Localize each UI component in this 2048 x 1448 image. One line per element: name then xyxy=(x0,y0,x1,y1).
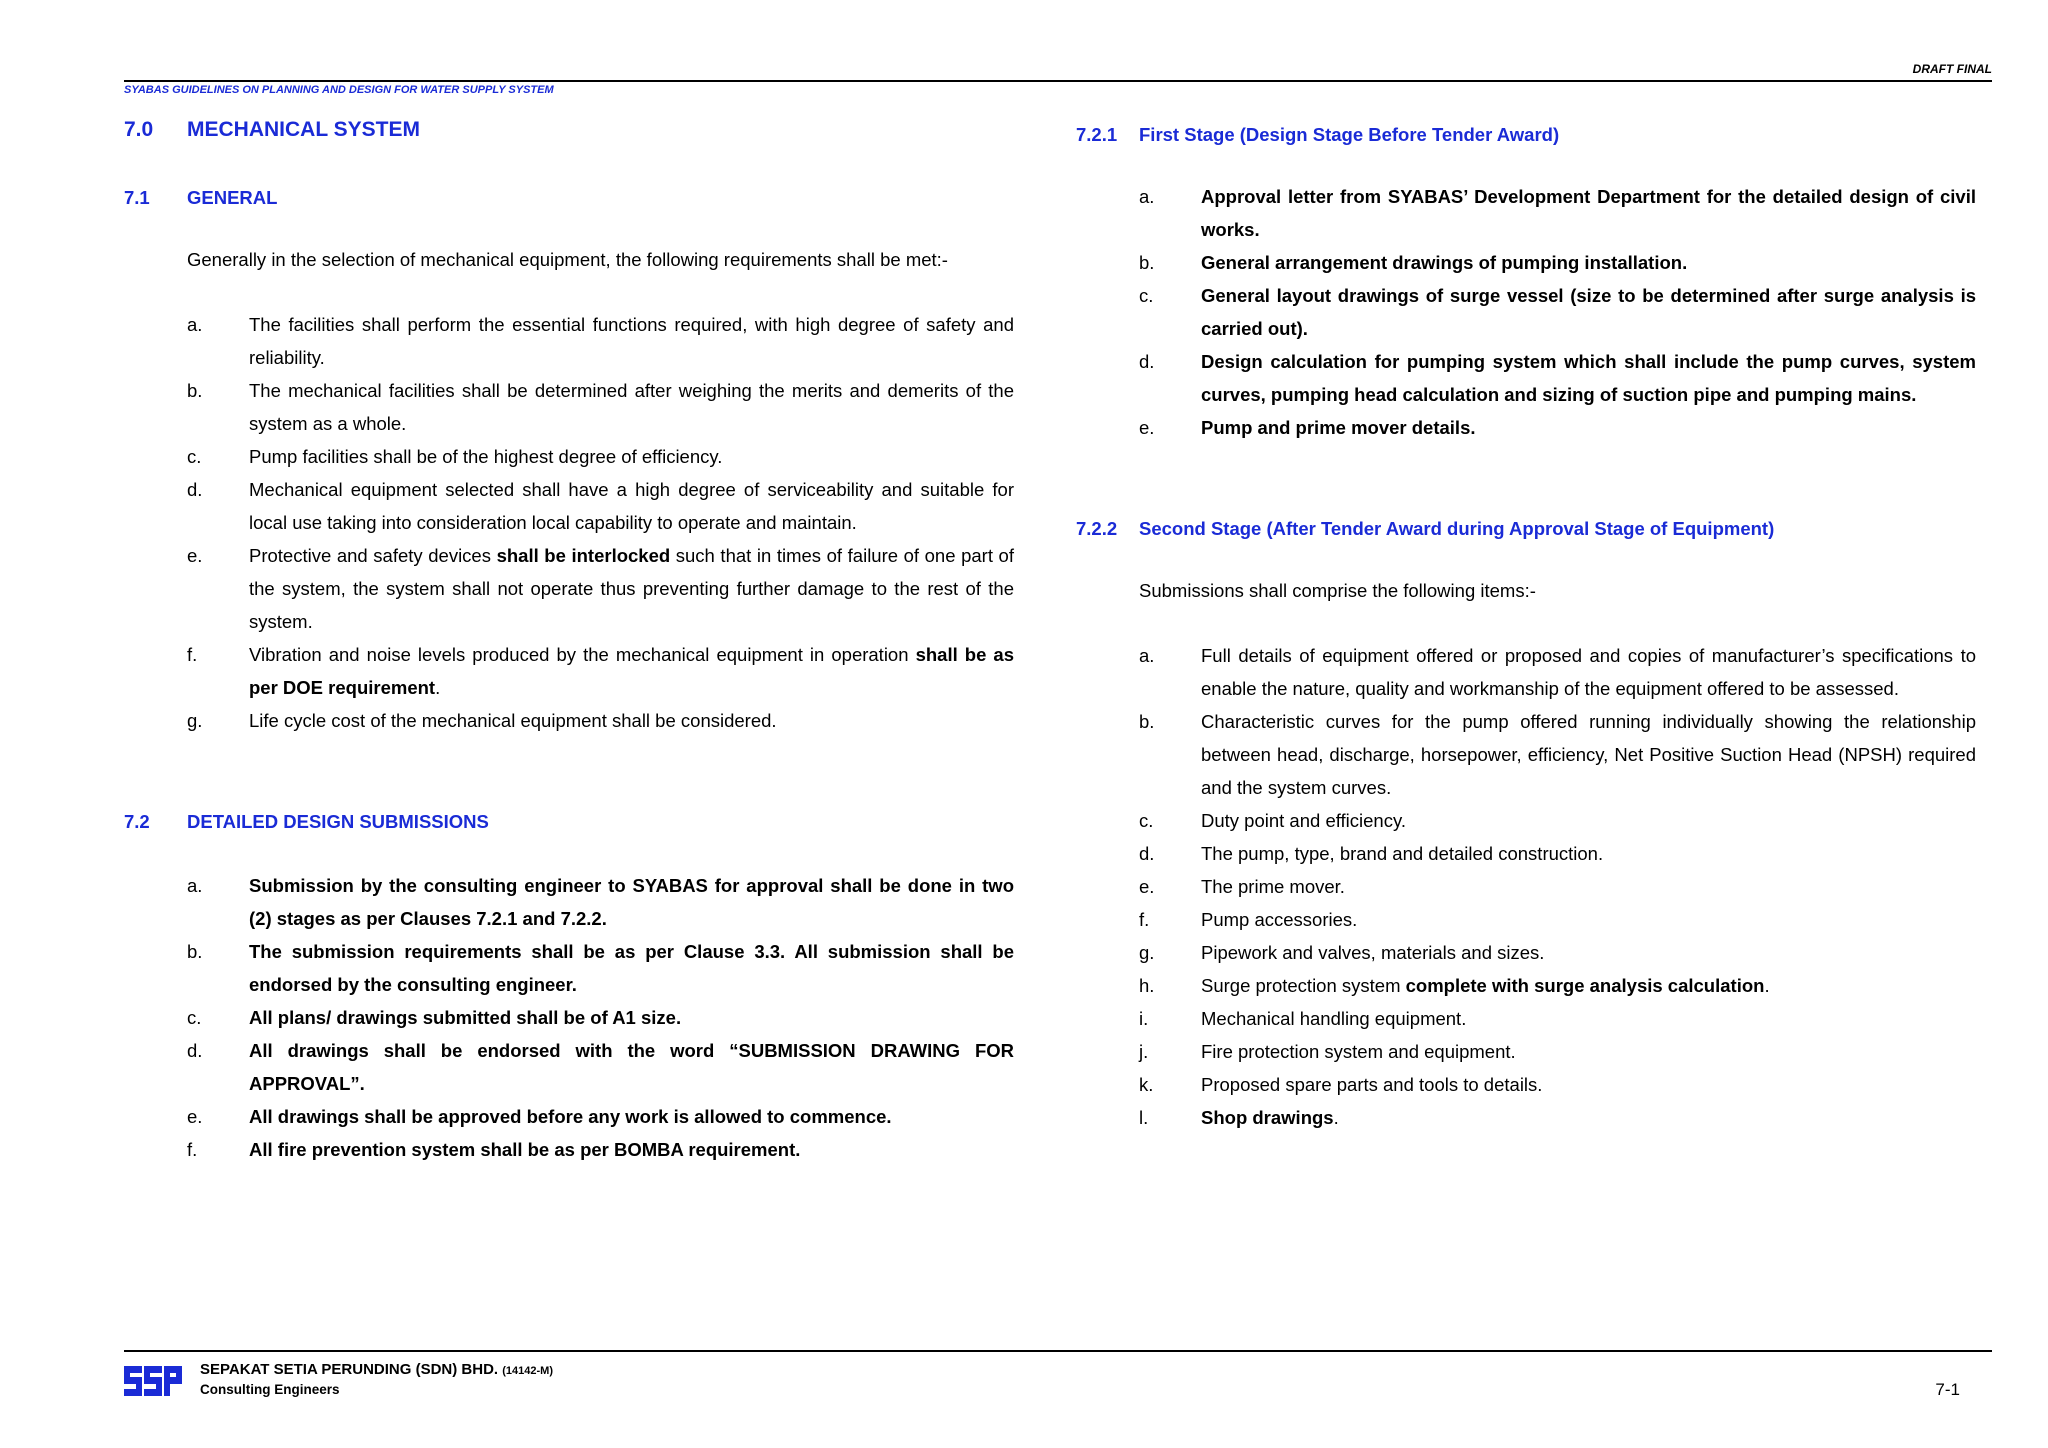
list-item: e. Protective and safety devices shall be interlocked such that in times of failure of one part of the system, the system shall not operate thus preventing further damage to the rest of the system. xyxy=(187,545,1014,632)
right-column xyxy=(1076,118,1976,1134)
first-stage-list xyxy=(1139,180,1976,444)
list-item: f. Pump accessories. xyxy=(1139,909,1358,930)
general-intro: Generally in the selection of mechanical equipment, the following requirements shall be met:- xyxy=(187,249,948,270)
second-stage-intro: Submissions shall comprise the following items:- xyxy=(1139,580,1536,601)
list-item: e. All drawings shall be approved before any work is allowed to commence. xyxy=(187,1106,892,1127)
ssp-logo-icon xyxy=(124,1364,182,1403)
list-item: d. Design calculation for pumping system which shall include the pump curves, system curves, pumping head calculation and sizing of suction pipe and pumping mains. xyxy=(1139,351,1976,405)
list-item: f. Vibration and noise levels produced by the mechanical equipment in operation shall be as per DOE requirement. xyxy=(187,644,1014,698)
list-item: c. Pump facilities shall be of the highest degree of efficiency. xyxy=(187,446,723,467)
list-item: e. The prime mover. xyxy=(1139,876,1345,897)
list-item: g. Pipework and valves, materials and sizes. xyxy=(1139,942,1545,963)
section-7-2-1-heading: 7.2.1 First Stage (Design Stage Before Tender Award) xyxy=(1076,124,1560,145)
footer-rule xyxy=(124,1350,1992,1352)
list-item: b. The submission requirements shall be as per Clause 3.3. All submission shall be endorsed by the consulting engineer. xyxy=(187,941,1014,995)
list-item: f. All fire prevention system shall be as per BOMBA requirement. xyxy=(187,1139,801,1160)
list-item: j. Fire protection system and equipment. xyxy=(1139,1041,1516,1062)
header-rule xyxy=(124,80,1992,82)
list-item: c. General layout drawings of surge vessel (size to be determined after surge analysis is carried out). xyxy=(1139,285,1976,339)
section-7-2-2-heading: 7.2.2 Second Stage (After Tender Award during Approval Stage of Equipment) xyxy=(1076,518,1775,539)
footer-company-subtitle: Consulting Engineers xyxy=(200,1382,340,1397)
list-item: b. General arrangement drawings of pumping installation. xyxy=(1139,252,1688,273)
list-item: c. All plans/ drawings submitted shall be of A1 size. xyxy=(187,1007,682,1028)
list-item: k. Proposed spare parts and tools to details. xyxy=(1139,1074,1543,1095)
page-number: 7-1 xyxy=(1935,1380,1960,1399)
section-7-1-heading: 7.1 GENERAL xyxy=(124,187,278,208)
footer-company-reg: (14142-M) xyxy=(502,1365,553,1377)
second-stage-list xyxy=(1139,639,1976,1134)
footer-company-name: SEPAKAT SETIA PERUNDING (SDN) BHD. (14142-M) xyxy=(200,1361,553,1378)
list-item: c. Duty point and efficiency. xyxy=(1139,810,1406,831)
section-7-2-heading: 7.2 DETAILED DESIGN SUBMISSIONS xyxy=(124,811,489,832)
list-item: d. The pump, type, brand and detailed construction. xyxy=(1139,843,1604,864)
list-item: b. Characteristic curves for the pump offered running individually showing the relationship between head, discharge, horsepower, efficiency, Net Positive Suction Head (NPSH) required and the system curves. xyxy=(1139,711,1976,798)
header-document-title: SYABAS GUIDELINES ON PLANNING AND DESIGN FOR WATER SUPPLY SYSTEM xyxy=(124,84,554,96)
list-item: b. The mechanical facilities shall be determined after weighing the merits and demerits of the system as a whole. xyxy=(187,380,1014,434)
list-item: a. Approval letter from SYABAS’ Development Department for the detailed design of civil works. xyxy=(1139,186,1976,240)
design-submissions-list xyxy=(187,869,1014,1166)
list-item: d. Mechanical equipment selected shall have a high degree of serviceability and suitable for local use taking into consideration local capability to operate and maintain. xyxy=(187,479,1014,533)
general-requirements-list xyxy=(187,308,1014,737)
left-column xyxy=(124,118,1014,1166)
list-item: d. All drawings shall be endorsed with the word “SUBMISSION DRAWING FOR APPROVAL”. xyxy=(187,1040,1014,1094)
list-item: a. Full details of equipment offered or proposed and copies of manufacturer’s specifications to enable the nature, quality and workmanship of the equipment offered to be assessed. xyxy=(1139,645,1976,699)
list-item: a. Submission by the consulting engineer to SYABAS for approval shall be done in two (2) stages as per Clauses 7.2.1 and 7.2.2. xyxy=(187,875,1014,929)
list-item: i. Mechanical handling equipment. xyxy=(1139,1008,1467,1029)
list-item: h. Surge protection system complete with surge analysis calculation. xyxy=(1139,975,1770,996)
list-item: g. Life cycle cost of the mechanical equipment shall be considered. xyxy=(187,710,777,731)
list-item: l. Shop drawings. xyxy=(1139,1107,1339,1128)
header-draft-final: DRAFT FINAL xyxy=(1912,62,1992,76)
list-item: a. The facilities shall perform the essential functions required, with high degree of safety and reliability. xyxy=(187,314,1014,368)
section-7-0-heading: 7.0 MECHANICAL SYSTEM xyxy=(124,118,420,141)
list-item: e. Pump and prime mover details. xyxy=(1139,417,1476,438)
